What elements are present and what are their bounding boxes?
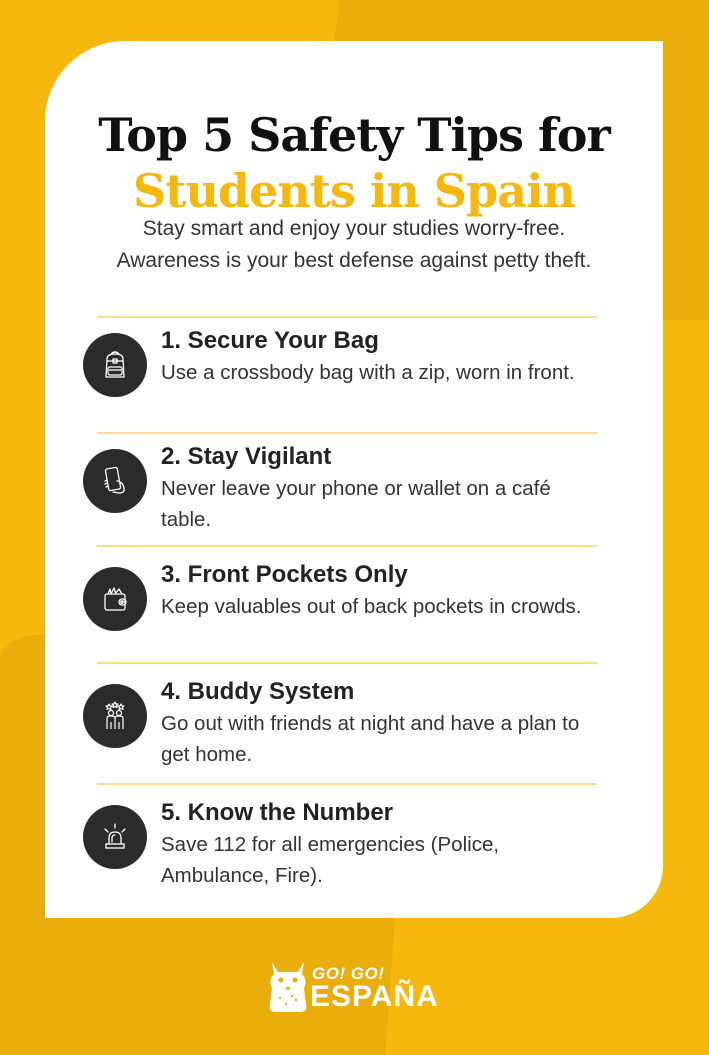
- tip-title: 5. Know the Number: [161, 799, 394, 826]
- tip-description: Never leave your phone or wallet on a café table.: [161, 477, 551, 531]
- phone-in-hand-icon: [83, 449, 147, 513]
- intro-line-1: Stay smart and enjoy your studies worry-free.: [142, 217, 566, 240]
- tip-description: Keep valuables out of back pockets in crowds.: [161, 595, 582, 618]
- title-line-1: Top 5 Safety Tips for: [98, 108, 610, 162]
- tip-title: 3. Front Pockets Only: [161, 561, 408, 588]
- divider: [97, 783, 597, 785]
- tip-title: 1. Secure Your Bag: [161, 327, 379, 354]
- title-line-2-highlight: Students in Spain: [133, 164, 575, 218]
- intro-line-2: Awareness is your best defense against petty theft.: [116, 249, 592, 272]
- lynx-mascot-icon: [266, 960, 310, 1014]
- tip-title: 4. Buddy System: [161, 678, 355, 705]
- divider: [97, 316, 597, 318]
- divider: [97, 662, 597, 664]
- intro-text: [45, 213, 663, 277]
- tip-title: 2. Stay Vigilant: [161, 443, 332, 470]
- wallet-icon: [83, 567, 147, 631]
- tip-description: Use a crossbody bag with a zip, worn in front.: [161, 361, 575, 384]
- page-title: [45, 107, 663, 219]
- divider: [97, 432, 597, 434]
- logo-bottom-text: ESPAÑA: [310, 980, 439, 1013]
- tips-card: [45, 41, 663, 918]
- siren-icon: [83, 805, 147, 869]
- divider: [97, 545, 597, 547]
- logo-top-text: GO! GO!: [312, 964, 385, 983]
- backpack-icon: [83, 333, 147, 397]
- tip-description: Save 112 for all emergencies (Police, Ambulance, Fire).: [161, 833, 500, 887]
- go-go-espana-logo: [266, 960, 446, 1016]
- tip-description: Go out with friends at night and have a plan to get home.: [161, 712, 580, 766]
- group-of-friends-icon: [83, 684, 147, 748]
